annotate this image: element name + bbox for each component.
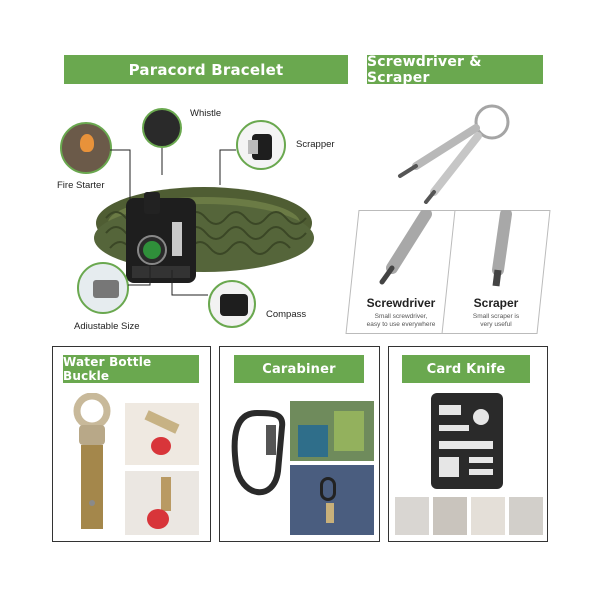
fire-starter-label: Fire Starter: [57, 180, 105, 191]
water-bottle-buckle-panel: [52, 346, 211, 542]
scrapper-label: Scrapper: [296, 139, 335, 150]
screwdriver-desc-2: easy to use everywhere: [366, 321, 436, 328]
carabiner-image: [226, 405, 288, 509]
compass-label: Compass: [266, 309, 307, 320]
carabiner-backpack-photo: [290, 401, 374, 461]
scraper-bit-image: [468, 210, 538, 290]
carabiner-panel: [219, 346, 380, 542]
water-bottle-buckle-image: [67, 393, 117, 533]
carabiner-banner: [234, 355, 364, 383]
keyring-tools-image: [386, 100, 516, 204]
card-knife-panel: [388, 346, 548, 542]
screwdriver-scraper-title: Screwdriver & Scraper: [367, 53, 482, 86]
screwdriver-desc-1: Small screwdriver,: [374, 313, 428, 320]
water-bottle-buckle-banner: [63, 355, 199, 383]
card-knife-usage-photos: [395, 497, 543, 535]
buckle-on-bottle-photo: [125, 403, 199, 465]
buckle-hanging-photo: [125, 471, 199, 535]
scraper-desc-1: Small scraper is: [472, 313, 520, 320]
whistle-label: Whistle: [190, 108, 222, 119]
paracord-bracelet-title: Paracord Bracelet: [128, 60, 284, 79]
carabiner-title: Carabiner: [262, 361, 336, 377]
card-knife-banner: [402, 355, 530, 383]
adjustable-size-label: Adiustable Size: [74, 321, 140, 332]
water-bottle-buckle-title: Water Bottle Buckle: [63, 355, 152, 383]
screwdriver-label: Screwdriver: [366, 296, 436, 310]
scraper-desc-2: very useful: [480, 321, 512, 328]
screwdriver-bit-image: [370, 210, 440, 290]
card-knife-title: Card Knife: [426, 361, 506, 377]
carabiner-jeans-photo: [290, 465, 374, 535]
screwdriver-scraper-banner: [367, 55, 543, 84]
scraper-label: Scraper: [473, 296, 519, 310]
card-knife-image: [429, 391, 505, 491]
